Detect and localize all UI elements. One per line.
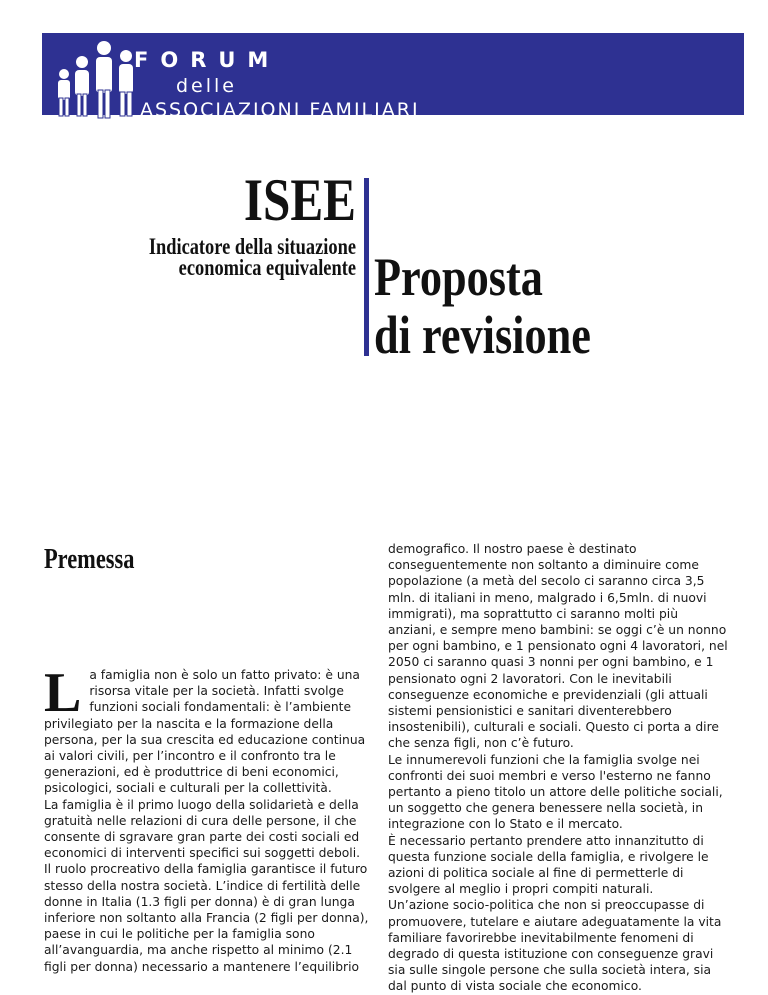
- paragraph: demografico. Il nostro paese è destinato conseguentemente non soltanto a diminuire come popolazione (a metà del secolo ci saranno circa 3,5 mln. di italiani in meno, malgrado i 6,5mln. di nuovi immigrati), ma soprattutto ci saranno molti più anziani, e sempre meno bambini: se oggi c’è un nonno per ogni bambino, e 1 pensionato ogni 4 lavoratori, nel 2050 ci saranno quasi 3 nonni per ogni bambino, e 1 pensionato ogni 2 lavoratori. Con le inevitabili conseguenze economiche e previdenziali (gli attuali sistemi pensionistici e sanitari diventerebbero insostenibili), culturali e sociali. Questo ci porta a dire che senza figli, non c’è futuro.: [388, 542, 728, 751]
- page-subtitle: [119, 236, 356, 278]
- subtitle-line-1: Indicatore della situazione: [148, 234, 356, 259]
- paragraph: Il ruolo procreativo della famiglia garantisce il futuro stesso della nostra società. L’indice di fertilità delle donne in Italia (1.3 figli per donna) è di gran lunga inferiore non soltanto alla Francia (2 figli per donna), paese in cui le politiche per la famiglia sono all’avanguardia, ma anche rispetto al minimo (2.1 figli per donna) necessario a mantenere l’equilibrio: [44, 862, 369, 974]
- paragraph: La famiglia è il primo luogo della solidarietà e della gratuità nelle relazioni di cura delle persone, il che consente di sgravare gran parte dei costi sociali ed economici di interventi specifici sui soggetti deboli.: [44, 797, 361, 861]
- paragraph: È necessario pertanto prendere atto innanzitutto di questa funzione sociale della famiglia, e rivolgere le azioni di politica sociale al fine di permetterle di svolgere al meglio i propri compiti naturali.: [388, 833, 709, 897]
- proposal-title-line-2: di revisione: [374, 305, 591, 365]
- paragraph: Un’azione socio-politica che non si preoccupasse di promuovere, tutelare e aiutare adeguatamente la vita familiare favorirebbe inevitabilmente fenomeni di degrado di questa istituzione con conseguenze gravi sia sulle singole persone che sulla società intera, sia dal punto di vista sociale che economico.: [388, 898, 722, 994]
- proposal-title-line-1: Proposta: [374, 247, 543, 307]
- subtitle-line-2: economica equivalente: [178, 255, 356, 280]
- paragraph: [44, 662, 374, 797]
- org-name-delle: delle: [176, 75, 237, 97]
- page-title: ISEE: [243, 167, 356, 233]
- paragraph-text: a famiglia non è solo un fatto privato: è una risorsa vitale per la società. Infatti svolge funzioni sociali fondamentali: è l’ambiente privilegiato per la nascita e la formazione della persona, per la sua crescita ed educazione continua ai valori civili, per l’incontro e il confronto tra le generazioni, ed è produttrice di beni economici, psicologici, sociali e culturali per la collettività.: [44, 668, 366, 796]
- drop-cap: L: [44, 662, 82, 724]
- text-column-left: [44, 662, 374, 975]
- org-name-forum: FORUM: [134, 48, 281, 72]
- section-heading: Premessa: [44, 544, 135, 575]
- text-column-right: [388, 541, 728, 995]
- paragraph: Le innumerevoli funzioni che la famiglia svolge nei confronti dei suoi membri e verso l'esterno ne fanno pertanto a pieno titolo un attore delle politiche sociali, un soggetto che genera benessere nella società, in integrazione con lo Stato e il mercato.: [388, 752, 723, 832]
- org-name-associazioni: ASSOCIAZIONI FAMILIARI: [140, 99, 420, 121]
- title-divider: [364, 178, 369, 356]
- family-figures-icon: [52, 40, 142, 122]
